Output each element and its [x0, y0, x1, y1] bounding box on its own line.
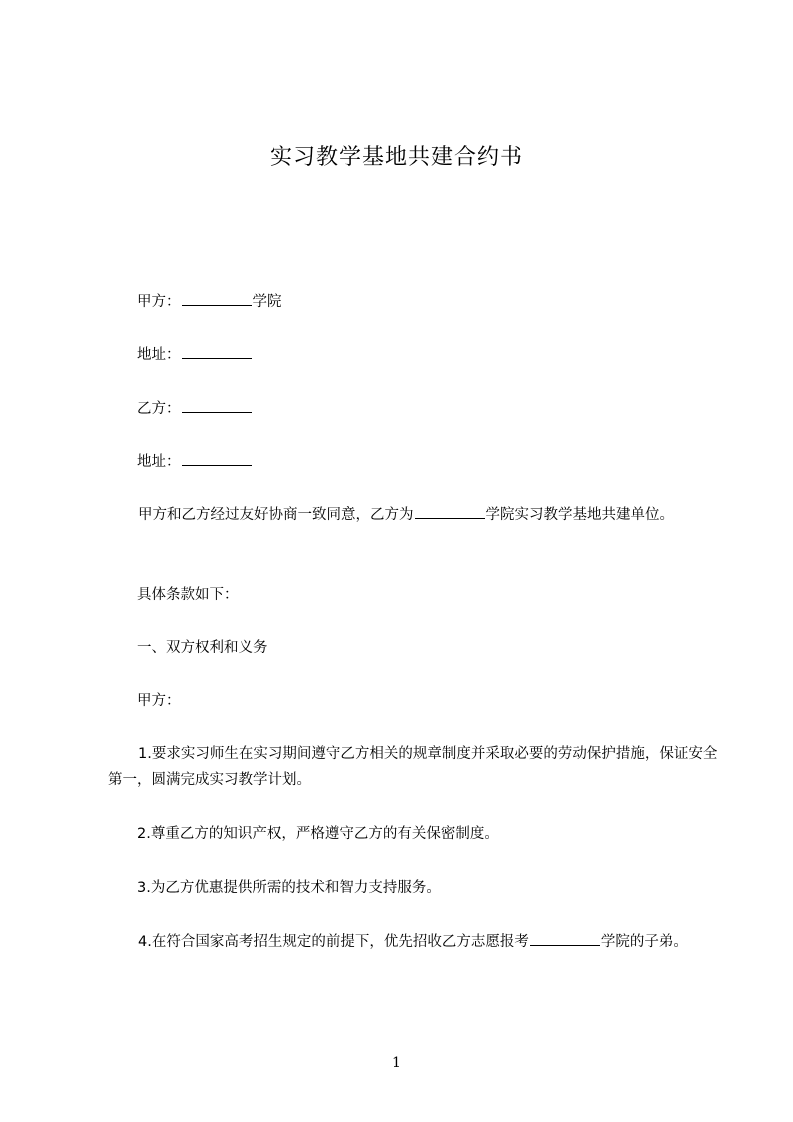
- intro-part1: 甲方和乙方经过友好协商一致同意，乙方为: [138, 507, 414, 523]
- address-b-label: 地址：: [137, 454, 181, 470]
- clause-3: 3.为乙方优惠提供所需的技术和智力支持服务。: [137, 880, 441, 896]
- clause-4: [108, 929, 718, 955]
- section-1-heading: 一、双方权利和义务: [137, 640, 268, 656]
- clause-4-part1: 4.在符合国家高考招生规定的前提下，优先招收乙方志愿报考: [138, 934, 529, 950]
- party-a-label: 甲方：: [137, 294, 181, 310]
- party-a-blank: [182, 291, 252, 306]
- clause-1: 1.要求实习师生在实习期间遵守乙方相关的规章制度并采取必要的劳动保护措施，保证安全第一，圆满完成实习教学计划。: [108, 746, 718, 788]
- party-b-label: 乙方：: [137, 401, 181, 417]
- party-a-suffix: 学院: [252, 294, 282, 310]
- intro-part2: 学院实习教学基地共建单位。: [485, 507, 674, 523]
- party-b-blank: [182, 398, 252, 413]
- address-a-label: 地址：: [137, 347, 181, 363]
- clause-4-part2: 学院的子弟。: [600, 934, 688, 950]
- terms-heading: 具体条款如下：: [137, 587, 239, 603]
- section-1-party: 甲方：: [137, 693, 181, 709]
- address-b-blank: [182, 451, 252, 466]
- address-a-blank: [182, 344, 252, 359]
- address-a-line: [0, 343, 793, 367]
- party-a-line: [0, 290, 793, 314]
- party-b-line: [0, 397, 793, 421]
- page-number: 1: [392, 1055, 401, 1071]
- address-b-line: [0, 450, 793, 474]
- intro-paragraph: [108, 502, 718, 528]
- clause-4-blank: [530, 931, 600, 946]
- document-title: 实习教学基地共建合约书: [269, 145, 523, 170]
- clause-2: 2.尊重乙方的知识产权，严格遵守乙方的有关保密制度。: [137, 826, 499, 842]
- intro-blank: [415, 504, 485, 519]
